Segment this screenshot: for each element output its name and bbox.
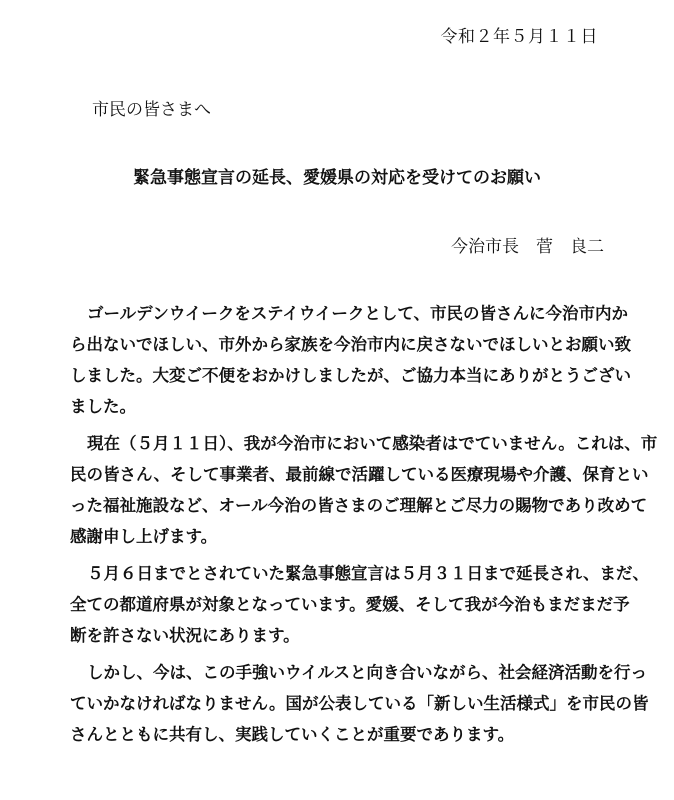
- document-title: 緊急事態宣言の延長、愛媛県の対応を受けてのお願い: [133, 168, 541, 188]
- document-body: [70, 298, 658, 750]
- paragraph-line: った福祉施設など、オール今治の皆さまのご理解とご尽力の賜物であり改めて: [70, 496, 648, 515]
- paragraph-line: 全ての都道府県が対象となっています。愛媛、そして我が今治もまだまだ予: [70, 595, 630, 614]
- paragraph-line: ゴールデンウイークをステイウイークとして、市民の皆さんに今治市内か: [87, 304, 629, 323]
- paragraph-4: [70, 657, 649, 750]
- paragraph-2: [70, 428, 658, 552]
- addressee: 市民の皆さまへ: [92, 100, 211, 120]
- paragraph-line: 断を許さない状況にあります。: [70, 626, 300, 645]
- paragraph-line: ました。: [70, 397, 136, 416]
- paragraph-1: [70, 298, 631, 422]
- author-signature: 今治市長 菅 良二: [451, 237, 604, 257]
- paragraph-line: さんとともに共有し、実践していくことが重要であります。: [70, 725, 515, 744]
- document-date: 令和２年５月１１日: [440, 27, 598, 47]
- paragraph-3: [70, 558, 649, 651]
- paragraph-line: ５月６日までとされていた緊急事態宣言は５月３１日まで延長され、まだ、: [87, 564, 649, 583]
- paragraph-line: 感謝申し上げます。: [70, 527, 218, 546]
- paragraph-line: しかし、今は、この手強いウイルスと向き合いながら、社会経済活動を行っ: [87, 663, 648, 682]
- paragraph-line: 民の皆さん、そして事業者、最前線で活躍している医療現場や介護、保育とい: [70, 465, 649, 484]
- paragraph-line: 現在（５月１１日）、我が今治市において感染者はでていません。これは、市: [87, 434, 658, 453]
- paragraph-line: しました。大変ご不便をおかけしましたが、ご協力本当にありがとうござい: [70, 366, 631, 385]
- paragraph-line: ていかなければなりません。国が公表している「新しい生活様式」を市民の皆: [70, 694, 649, 713]
- paragraph-line: ら出ないでほしい、市外から家族を今治市内に戻さないでほしいとお願い致: [70, 335, 631, 354]
